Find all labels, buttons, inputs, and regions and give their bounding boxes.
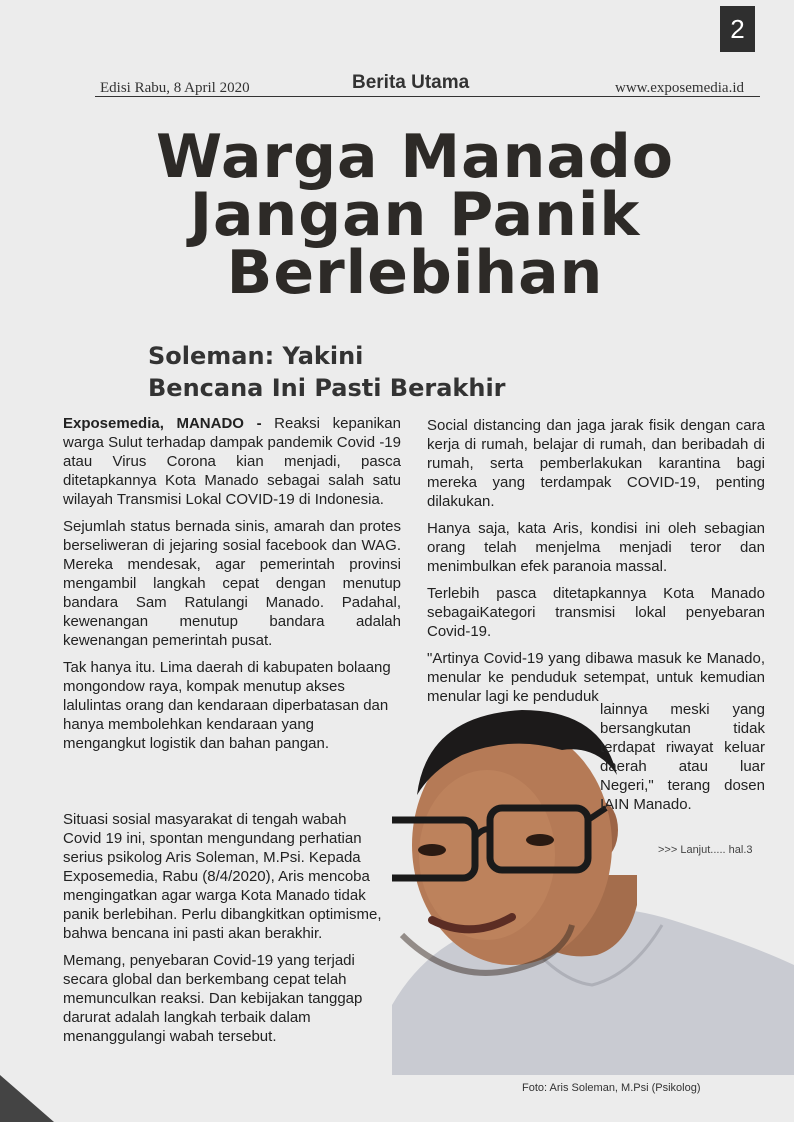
- article-paragraph: Situasi sosial masyarakat di tengah wabah Covid 19 ini, spontan mengundang perhatian serius psikolog Aris Soleman, M.Psi. Kepada Exposemedia, Rabu (8/4/2020), Aris mencoba mengingatkan agar warga Kota Manado tidak panik berlebihan. Perlu dibangkitkan optimisme, bahwa bencana ini pasti akan berakhir.: [63, 811, 382, 942]
- headline-line-1: Warga Manado: [155, 122, 674, 192]
- headline: [60, 122, 770, 308]
- article-paragraph: Social distancing dan jaga jarak fisik dengan cara kerja di rumah, belajar di rumah, dan beribadah di rumah, serta pemberlakukan karantina bagi mereka yang terdampak COVID-19, penting dilakukan.: [427, 417, 765, 510]
- article-paragraph: Hanya saja, kata Aris, kondisi ini oleh sebagian orang telah menjelma menjadi teror dan menimbulkan efek paranoia massal.: [427, 520, 765, 575]
- edition-date: Edisi Rabu, 8 April 2020: [100, 80, 250, 96]
- headline-line-2: Jangan Panik: [189, 180, 641, 250]
- headline-line-3: Berlebihan: [226, 238, 604, 308]
- section-title: Berita Utama: [352, 72, 470, 93]
- page-number: 2: [720, 6, 755, 52]
- article-column-right: [427, 416, 765, 706]
- subheadline-line-1: Soleman: Yakini: [148, 342, 364, 370]
- page-corner-decoration: [0, 1075, 54, 1122]
- dateline: Exposemedia, MANADO -: [63, 415, 275, 432]
- article-paragraph: "Artinya Covid-19 yang dibawa masuk ke Manado, menular ke penduduk setempat, untuk kemudian menular lagi ke penduduk: [427, 650, 765, 705]
- article-paragraph: Tak hanya itu. Lima daerah di kabupaten bolaang mongondow raya, kompak menutup akses lalulintas orang dan kendaraan diperbatasan dan hanya membolehkan kendaraan yang mengangkut logistik dan bahan pangan.: [63, 659, 391, 752]
- article-paragraph: Terlebih pasca ditetapkannya Kota Manado sebagaiKategori transmisi lokal penyebaran Covid-19.: [427, 585, 765, 640]
- article-column-right-wrap: [600, 700, 765, 822]
- article-paragraph: lainnya meski yang bersangkutan tidak terdapat riwayat keluar daerah atau luar Negeri," terang dosen IAIN Manado.: [600, 701, 765, 813]
- header-rule: [95, 96, 760, 97]
- subheadline: [148, 340, 608, 404]
- photo-caption: Foto: Aris Soleman, M.Psi (Psikolog): [522, 1082, 701, 1094]
- website-url: www.exposemedia.id: [615, 80, 744, 96]
- article-paragraph: Sejumlah status bernada sinis, amarah dan protes berseliweran di jejaring sosial facebook dan WAG. Mereka mendesak, agar pemerintah provinsi mengambil langkah cepat dengan menutup bandara Sam Ratulangi Manado. Padahal, kewenangan menutup bandara adalah kewenangan pemerintah pusat.: [63, 518, 401, 649]
- continue-note: >>> Lanjut..... hal.3: [658, 844, 753, 856]
- article-column-left-lower: [63, 810, 388, 1054]
- subheadline-line-2: Bencana Ini Pasti Berakhir: [148, 374, 506, 402]
- article-column-left: [63, 414, 401, 761]
- article-paragraph: Exposemedia, MANADO - Reaksi kepanikan warga Sulut terhadap dampak pandemik Covid -19 atau Virus Corona kian menjadi, pasca ditetapkannya Kota Manado sebagai salah satu wilayah Transmisi Lokal COVID-19 di Indonesia.: [63, 415, 401, 508]
- article-paragraph: Memang, penyebaran Covid-19 yang terjadi secara global dan berkembang cepat telah memunculkan reaksi. Dan kebijakan tanggap darurat adalah langkah terbaik dalam menanggulangi wabah tersebut.: [63, 952, 363, 1045]
